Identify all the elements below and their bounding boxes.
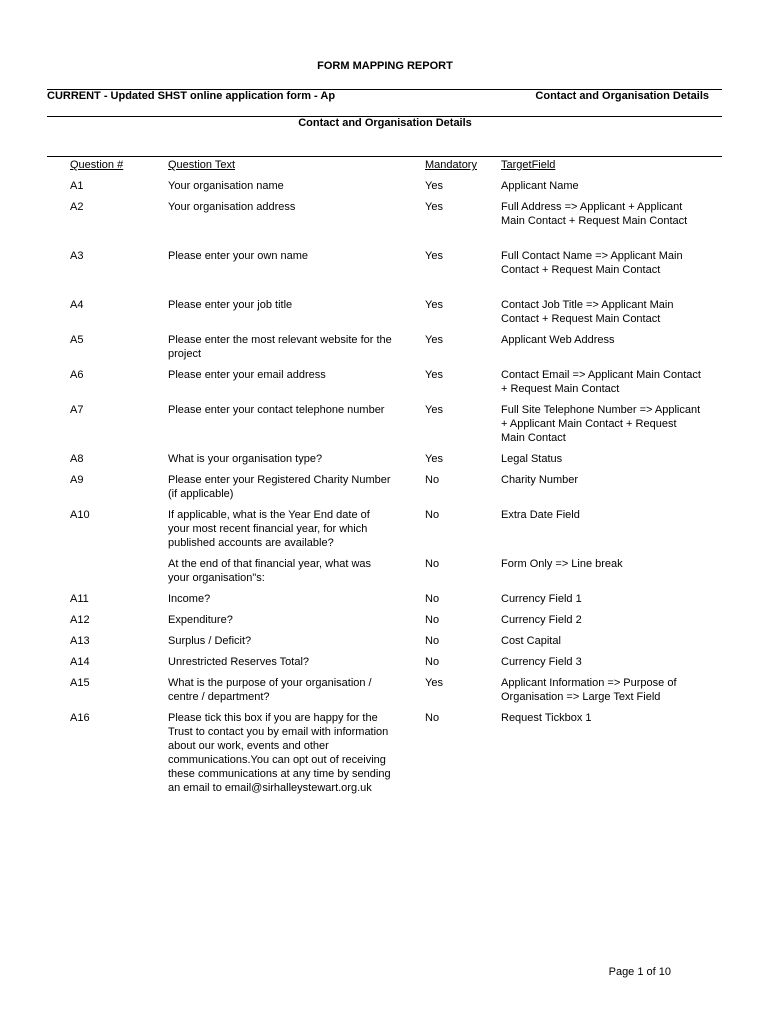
question-text: Your organisation name [168, 180, 284, 192]
question-number: A1 [70, 180, 84, 192]
target-field: Currency Field 2 [501, 614, 582, 626]
table-row [0, 676, 770, 711]
section-heading-center: Contact and Organisation Details [298, 117, 472, 129]
mandatory-value: No [425, 614, 440, 626]
mandatory-value: Yes [425, 453, 443, 465]
question-number: A7 [70, 404, 84, 416]
target-field: Full Site Telephone Number => Applicant + Applicant Main Contact + Request Main Contact [501, 404, 701, 444]
table-row [0, 592, 770, 613]
question-number: A12 [70, 614, 90, 626]
target-field: Extra Date Field [501, 509, 580, 521]
mapping-table [0, 158, 770, 811]
question-number: A6 [70, 369, 84, 381]
question-text: Income? [168, 593, 211, 605]
section-heading-right: Contact and Organisation Details [535, 90, 709, 102]
question-number: A13 [70, 635, 90, 647]
question-text: Please enter your job title [168, 299, 293, 311]
question-number: A15 [70, 677, 90, 689]
form-name: CURRENT - Updated SHST online application form - Ap [47, 90, 336, 102]
mandatory-value: No [425, 593, 440, 605]
question-text: Please tick this box if you are happy for the Trust to contact you by email with information about our work, events and other communications.You can opt out of receiving these communications at any time by sending an email to email@sirhalleystewart.org.uk [168, 712, 391, 794]
table-row [0, 298, 770, 333]
table-row [0, 403, 770, 452]
question-text: Please enter your contact telephone number [168, 404, 385, 416]
header-mandatory: Mandatory [425, 159, 477, 171]
table-row [0, 333, 770, 368]
table-row [0, 473, 770, 508]
mandatory-value: Yes [425, 250, 443, 262]
question-text: Unrestricted Reserves Total? [168, 656, 310, 668]
table-row [0, 613, 770, 634]
divider-table-top [47, 156, 722, 157]
target-field: Contact Job Title => Applicant Main Contact + Request Main Contact [501, 299, 674, 325]
target-field: Request Tickbox 1 [501, 712, 592, 724]
mandatory-value: Yes [425, 677, 443, 689]
target-field: Contact Email => Applicant Main Contact + Request Main Contact [501, 369, 701, 395]
mandatory-value: No [425, 509, 440, 521]
question-number: A14 [70, 656, 90, 668]
mandatory-value: No [425, 474, 440, 486]
table-row [0, 179, 770, 200]
table-row [0, 200, 770, 249]
header-question-number: Question # [70, 159, 124, 171]
report-title: FORM MAPPING REPORT [317, 60, 453, 72]
table-body [0, 179, 770, 811]
target-field: Currency Field 1 [501, 593, 582, 605]
table-row [0, 508, 770, 557]
question-text: Your organisation address [168, 201, 296, 213]
question-number: A2 [70, 201, 84, 213]
mandatory-value: Yes [425, 299, 443, 311]
question-number: A9 [70, 474, 84, 486]
target-field: Legal Status [501, 453, 563, 465]
table-row [0, 452, 770, 473]
header-question-text: Question Text [168, 159, 236, 171]
question-number: A8 [70, 453, 84, 465]
question-text: Please enter the most relevant website for the project [168, 334, 392, 360]
question-text: What is your organisation type? [168, 453, 323, 465]
question-number: A10 [70, 509, 90, 521]
target-field: Currency Field 3 [501, 656, 582, 668]
target-field: Applicant Web Address [501, 334, 615, 346]
table-row [0, 249, 770, 298]
target-field: Cost Capital [501, 635, 561, 647]
table-header-row [0, 158, 770, 179]
target-field: Applicant Name [501, 180, 579, 192]
table-row [0, 634, 770, 655]
question-number: A5 [70, 334, 84, 346]
target-field: Applicant Information => Purpose of Organisation => Large Text Field [501, 677, 677, 703]
mandatory-value: No [425, 656, 440, 668]
mandatory-value: Yes [425, 404, 443, 416]
question-text: At the end of that financial year, what was your organisation"s: [168, 558, 372, 584]
question-text: Please enter your email address [168, 369, 326, 381]
target-field: Full Contact Name => Applicant Main Contact + Request Main Contact [501, 250, 683, 276]
question-number: A16 [70, 712, 90, 724]
question-text: Expenditure? [168, 614, 233, 626]
question-number: A11 [70, 593, 89, 605]
mandatory-value: No [425, 712, 440, 724]
table-row [0, 655, 770, 676]
table-row [0, 557, 770, 592]
question-text: Please enter your own name [168, 250, 309, 262]
mandatory-value: Yes [425, 180, 443, 192]
target-field: Form Only => Line break [501, 558, 623, 570]
mandatory-value: Yes [425, 334, 443, 346]
target-field: Full Address => Applicant + Applicant Main Contact + Request Main Contact [501, 201, 688, 227]
mandatory-value: No [425, 635, 440, 647]
header-target-field: TargetField [501, 159, 556, 171]
mandatory-value: No [425, 558, 440, 570]
question-number: A3 [70, 250, 84, 262]
target-field: Charity Number [501, 474, 579, 486]
mandatory-value: Yes [425, 201, 443, 213]
mandatory-value: Yes [425, 369, 443, 381]
question-text: Please enter your Registered Charity Number (if applicable) [168, 474, 391, 500]
page-number: Page 1 of 10 [608, 966, 671, 978]
question-text: If applicable, what is the Year End date of your most recent financial year, for which published accounts are available? [168, 509, 370, 549]
table-row [0, 368, 770, 403]
question-text: Surplus / Deficit? [168, 635, 252, 647]
table-row [0, 711, 770, 811]
question-text: What is the purpose of your organisation / centre / department? [168, 677, 372, 703]
question-number: A4 [70, 299, 84, 311]
